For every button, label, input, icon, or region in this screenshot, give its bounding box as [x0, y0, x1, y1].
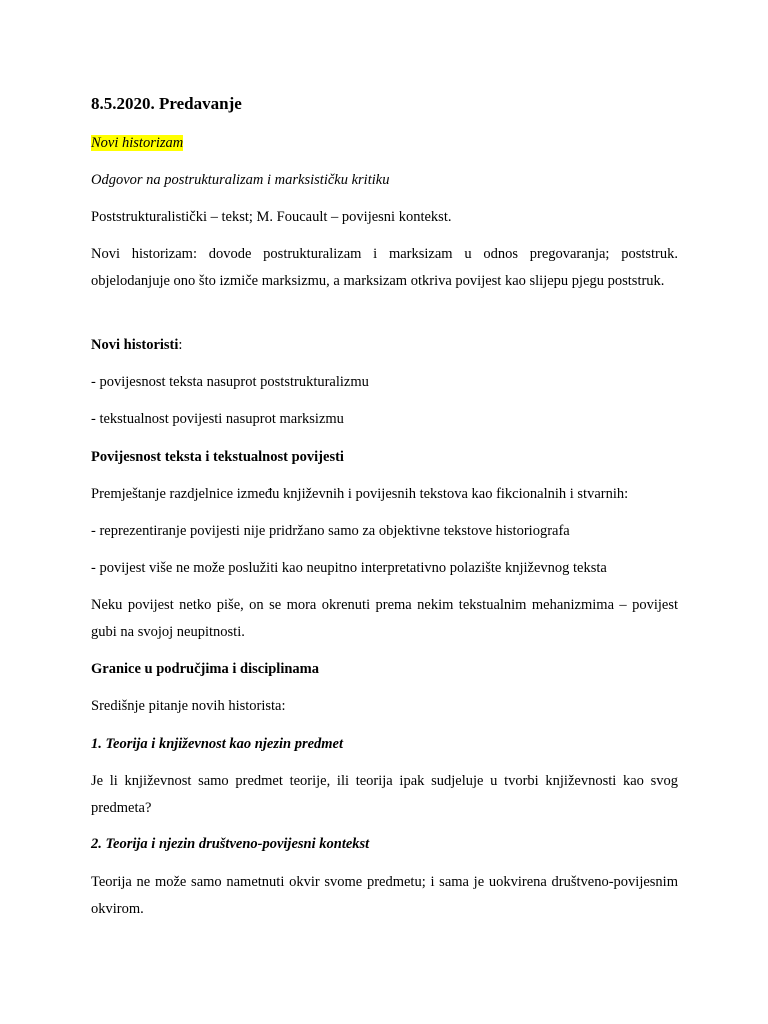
paragraph-history-writing: Neku povijest netko piše, on se mora okrenuti prema nekim tekstualnim mehanizmima – povijest gubi na svojoj neupitnosti. [91, 597, 678, 640]
subheading: 2. Teorija i njezin društveno-povijesni kontekst [91, 836, 370, 852]
historists-colon: : [178, 337, 183, 353]
paragraph-theory-context: Teorija ne može samo nametnuti okvir svome predmetu; i sama je uokvirena društveno-povijesnim okvirom. [91, 874, 678, 917]
section-heading: Granice u područjima i disciplinama [91, 661, 319, 677]
paragraph-theory-literature: Je li književnost samo predmet teorije, ili teorija ipak sudjeluje u tvorbi književnosti kao svog predmeta? [91, 773, 678, 816]
paragraph-boundary-shift: Premještanje razdjelnice između književnih i povijesnih tekstova kao fikcionalnih i stvarnih: [91, 486, 629, 502]
subtitle: Odgovor na postrukturalizam i marksističku kritiku [91, 172, 390, 188]
paragraph-new-historicism: Novi historizam: dovode postrukturalizam i marksizam u odnos pregovaranja; poststruk. objelodanjuje ono što izmiče marksizmu, a marksizam otkriva povijest kao slijepu pjegu poststruk. [91, 246, 678, 289]
paragraph-poststructuralism: Poststrukturalistički – tekst; M. Foucault – povijesni kontekst. [91, 209, 452, 225]
list-item: - povijesnost teksta nasuprot poststrukturalizmu [91, 374, 369, 390]
list-item: - tekstualnost povijesti nasuprot marksizmu [91, 411, 344, 427]
subheading: 1. Teorija i književnost kao njezin predmet [91, 736, 344, 752]
section-label [91, 130, 678, 157]
historists-label: Novi historisti [91, 337, 179, 353]
paragraph-central-question: Središnje pitanje novih historista: [91, 698, 286, 714]
highlighted-section-title: Novi historizam [91, 135, 184, 151]
section-heading: Povijesnost teksta i tekstualnost povijesti [91, 449, 344, 465]
list-item: - povijest više ne može poslužiti kao neupitno interpretativno polazište književnog teksta [91, 560, 607, 576]
list-item: - reprezentiranje povijesti nije pridržano samo za objektivne tekstove historiografa [91, 523, 570, 539]
page-title: 8.5.2020. Predavanje [91, 94, 242, 113]
historists-heading [91, 332, 678, 359]
